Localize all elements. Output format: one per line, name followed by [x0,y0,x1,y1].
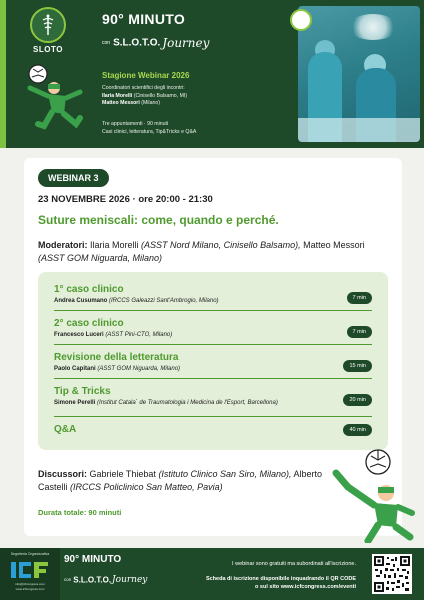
society-badge-icon [290,9,312,31]
moderator-1-name: Ilaria Morelli [90,240,139,250]
discussants-label: Discussori: [38,469,88,479]
session-speaker [54,400,372,406]
speaker-affiliation: (IRCCS Galeazzi Sant'Ambrogio, Milano) [109,298,219,304]
session-title: 1° caso clinico [54,284,124,295]
moderators-label: Moderatori: [38,240,88,250]
session-divider [54,310,372,311]
header-con: con [102,39,111,46]
session-divider [54,378,372,379]
qr-code-icon [374,556,410,592]
series-info-line-2: Casi clinici, letteratura, Tip&Tricks e Q&A [102,128,197,135]
session-duration-badge: 7 min [347,292,372,304]
session-item [54,284,372,304]
program-panel [38,272,388,450]
registration-qr-code[interactable] [372,554,412,594]
coordinators-block [102,85,232,108]
soccer-player-icon [18,62,88,132]
session-title: Q&A [54,424,77,435]
speaker-name: Paolo Capitani [54,366,96,372]
footer-con: con [64,577,72,583]
speaker-name: Simone Perelli [54,400,96,406]
footer-bar [0,548,424,600]
header-brand: S.L.O.T.O. [113,37,161,49]
session-speaker [54,366,372,372]
session-item [54,318,372,338]
surgery-photo [298,6,420,142]
operating-table [298,118,420,142]
total-duration: Durata totale: 90 minuti [38,508,122,517]
session-duration-badge: 40 min [343,424,372,436]
session-duration-badge: 7 min [347,326,372,338]
speaker-affiliation: (ASST Pini-CTO, Milano) [105,332,173,338]
session-item [54,424,372,435]
speaker-affiliation: (ASST GOM Niguarda, Milano) [97,366,181,372]
organizer-label: Segreteria Organizzativa [10,552,50,556]
session-duration-badge: 15 min [343,360,372,372]
webinar-topic: Suture meniscali: come, quando e perché. [38,213,279,227]
coordinator-1-name: Ilaria Morelli [102,92,133,99]
moderators-block [38,239,388,264]
registration-info [166,575,356,591]
sloto-logo-emblem [30,7,66,43]
discussant-2-affiliation: (IRCCS Policlinico San Matteo, Pavia) [70,481,223,492]
series-info-line-1: Tre appuntamenti · 90 minuti [102,121,169,127]
registration-website-link[interactable]: o sul sito www.icfcongress.com/eventi [255,584,356,590]
surgical-lamp [348,14,398,40]
session-speaker [54,298,372,304]
sloto-logo [26,7,70,61]
discussant-2-name: Alberto Castelli [38,469,323,492]
discussant-1-affiliation: (Istituto Clinico San Siro, Milano), [158,469,292,479]
header-banner [0,0,424,148]
webinar-date: 23 NOVEMBRE 2026 · ore 20:00 - 21:30 [38,194,213,205]
session-divider [54,344,372,345]
caduceus-icon [36,13,60,37]
session-title: Revisione della letteratura [54,352,179,363]
coordinator-1 [102,93,232,101]
header-accent-stripe [0,0,6,148]
coordinator-2 [102,100,232,108]
session-divider [54,416,372,417]
speaker-name: Francesco Luceri [54,332,104,338]
coordinator-1-affiliation: (Cinisello Balsamo, MI) [133,92,188,99]
icf-logo-icon [10,560,50,580]
session-speaker [54,332,372,338]
footer-subtitle [64,571,147,589]
session-title: 2° caso clinico [54,318,124,329]
session-item [54,386,372,406]
header-journey: Journey [162,35,210,50]
moderator-1-affiliation: (ASST Nord Milano, Cinisello Balsamo), [141,240,301,250]
organizer-contacts: info@icfcongress.com www.icfcongress.com [15,582,45,591]
registration-qr-text: Scheda di iscrizione disponibile inquadrando il QR CODE [205,576,356,582]
session-duration-badge: 20 min [343,394,372,406]
moderator-2-affiliation: (ASST GOM Niguarda, Milano) [38,252,163,263]
header-subtitle [102,34,209,52]
speaker-name: Andrea Cusumano [54,298,108,304]
free-webinar-notice: I webinar sono gratuiti ma subordinati all'iscrizione. [232,561,356,567]
moderator-2-name: Matteo Messori [303,240,365,250]
discussant-1-name: Gabriele Thiebat [89,469,156,479]
footer-title: 90° MINUTO [64,554,122,565]
organizer-block [0,548,60,600]
speaker-affiliation: (Institut Catala` de Traumatologia i Medicina de l'Esport, Barcellona) [97,400,278,406]
header-title: 90° MINUTO [102,11,186,27]
sloto-logo-text: SLOTO [33,45,63,54]
series-info [102,121,252,136]
webinar-number-pill: WEBINAR 3 [38,169,109,187]
session-title: Tip & Tricks [54,386,111,397]
footer-journey: Journey [112,574,148,585]
footer-brand: S.L.O.T.O. [73,575,112,585]
soccer-player-kick-icon [328,447,418,543]
session-item [54,352,372,372]
coordinator-2-name: Matteo Messori [102,100,140,106]
discussants-block [38,468,348,493]
season-label: Stagione Webinar 2026 [102,71,190,80]
coordinators-label: Coordinatori scientifici degli incontri: [102,85,185,91]
coordinator-2-affiliation: (Milano) [141,100,160,106]
